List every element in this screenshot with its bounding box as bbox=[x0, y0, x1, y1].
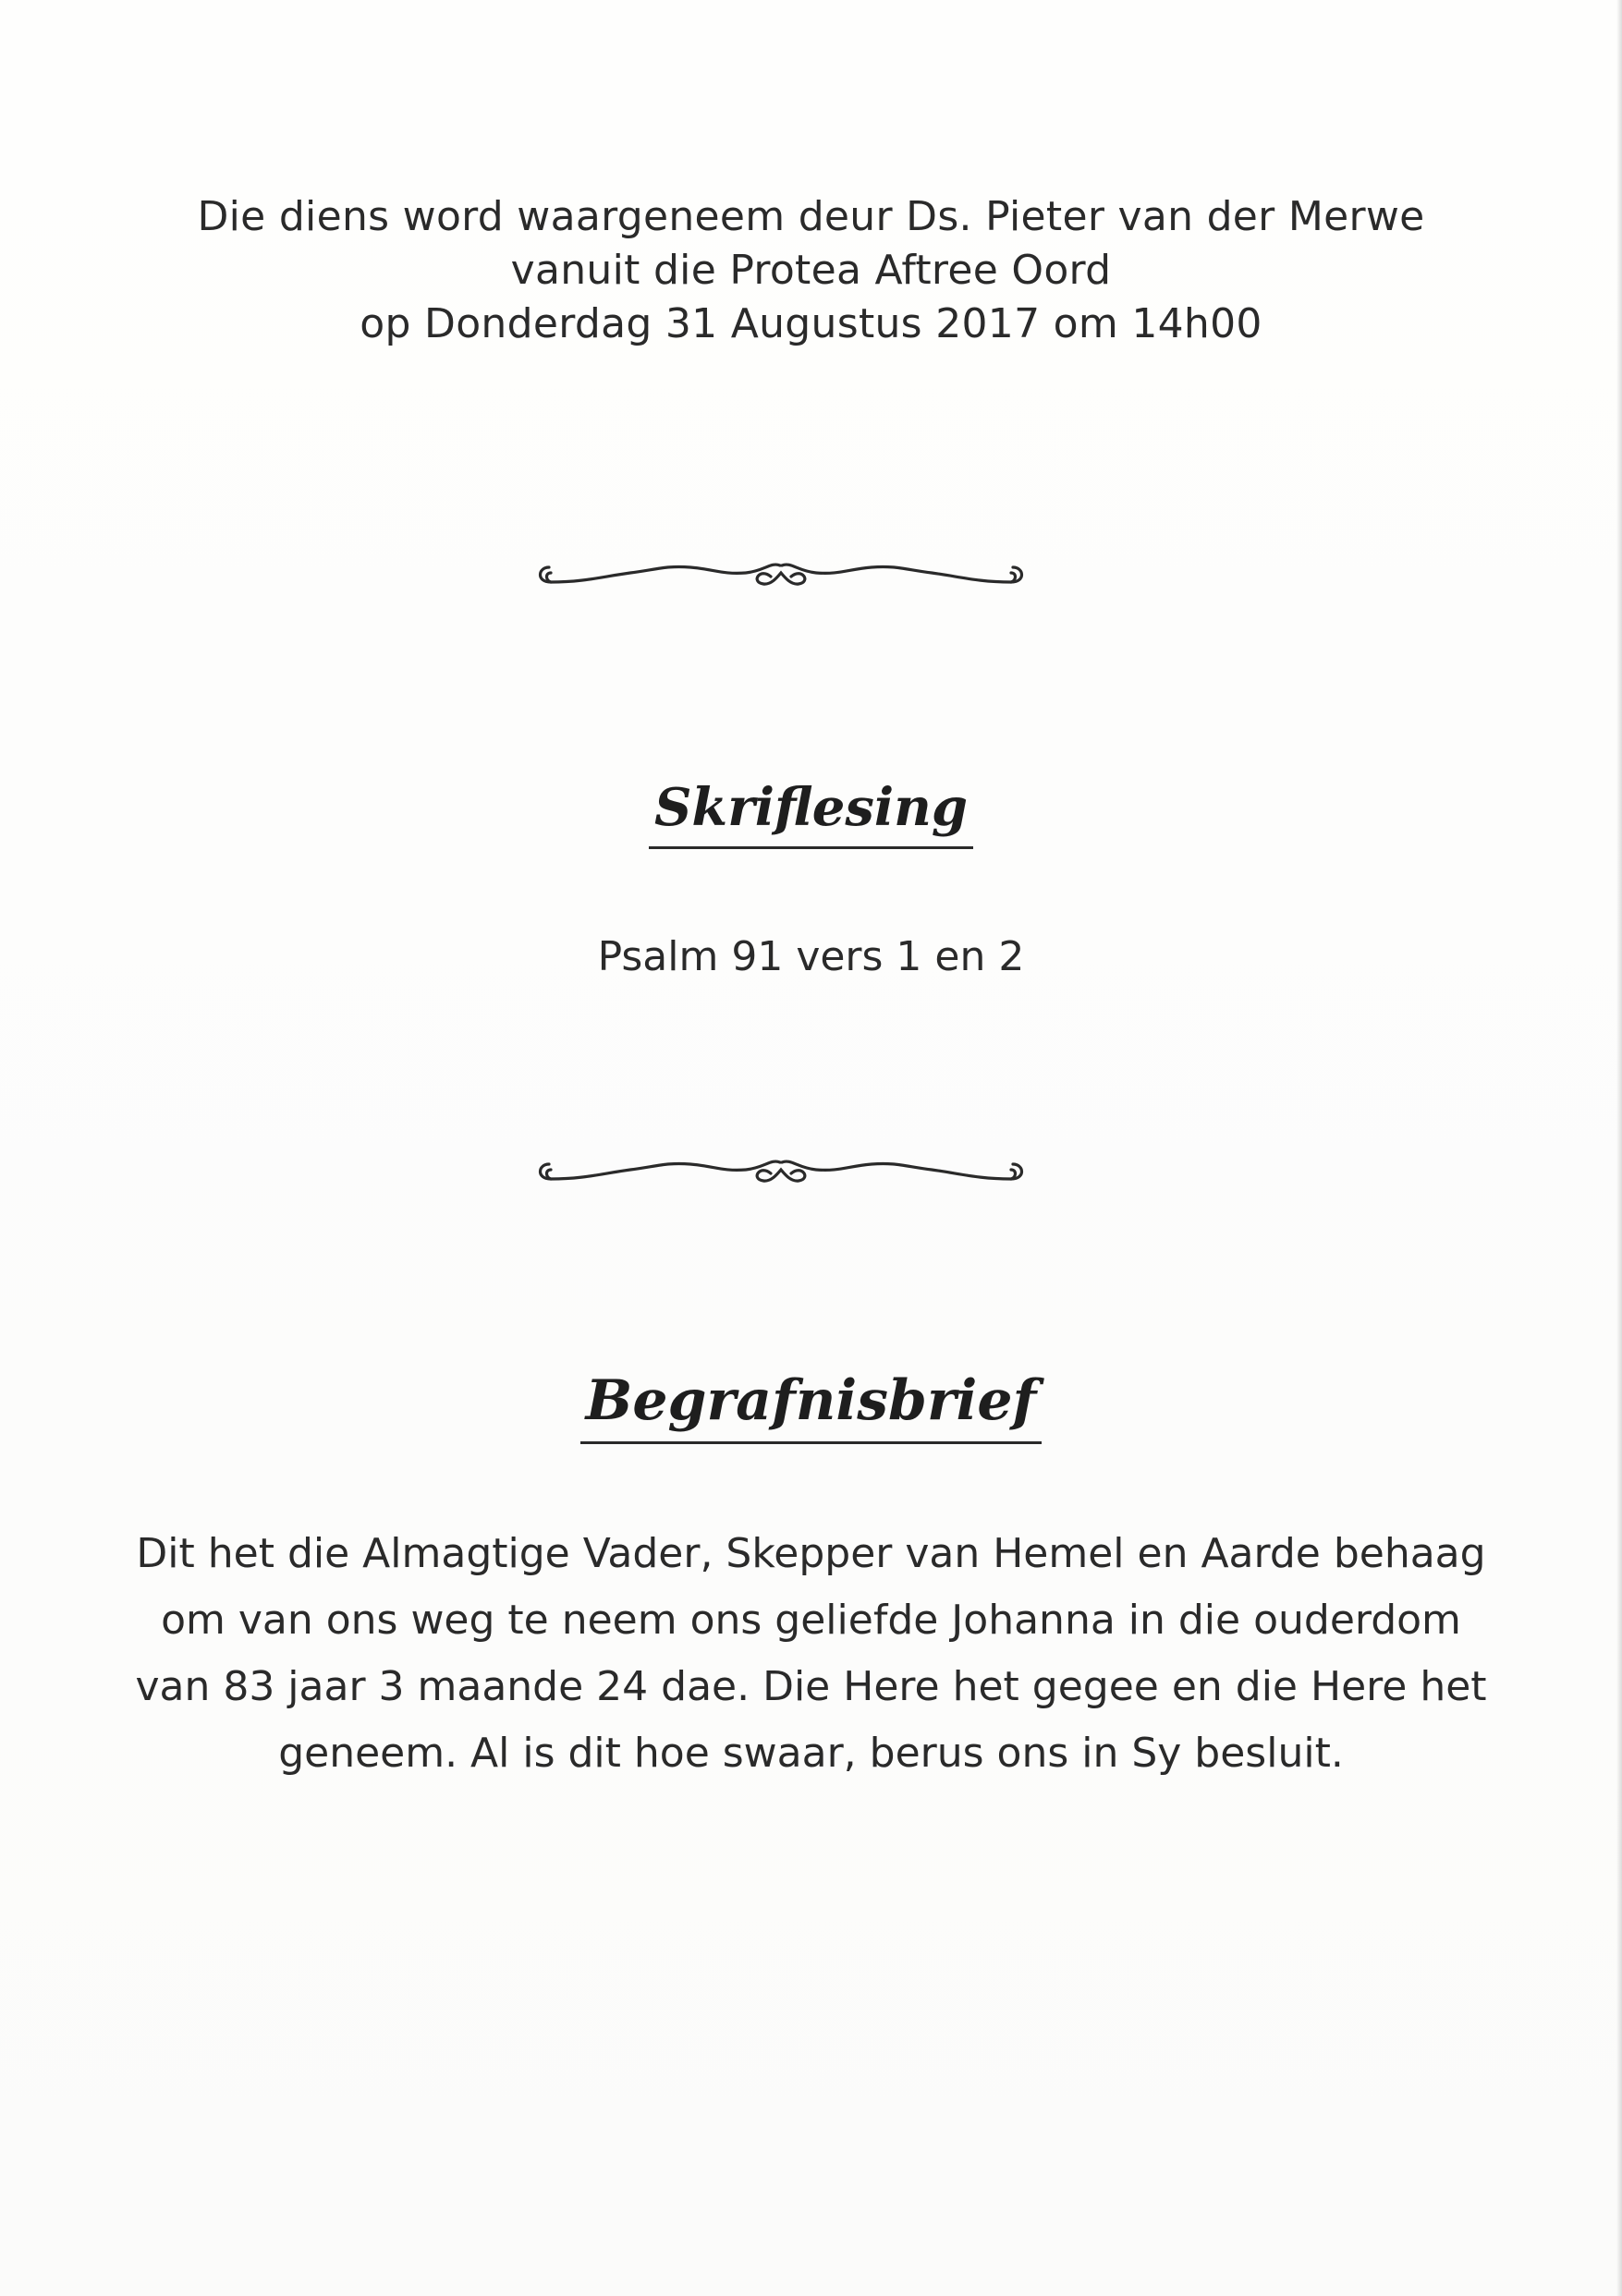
intro-line-3: op Donderdag 31 Augustus 2017 om 14h00 bbox=[360, 300, 1262, 347]
intro-line-1: Die diens word waargeneem deur Ds. Pieter van der Merwe bbox=[197, 193, 1425, 240]
skriflesing-heading-text: Skriflesing bbox=[649, 774, 973, 849]
ornamental-divider-icon bbox=[529, 1142, 1033, 1197]
letter-line-4: geneem. Al is dit hoe swaar, berus ons in Sy besluit. bbox=[278, 1730, 1344, 1777]
ornamental-divider-icon bbox=[529, 545, 1033, 601]
begrafnisbrief-heading bbox=[0, 1366, 1622, 1444]
intro-line-2: vanuit die Protea Aftree Oord bbox=[510, 247, 1112, 294]
letter-line-3: van 83 jaar 3 maande 24 dae. Die Here het gegee en die Here het bbox=[135, 1663, 1487, 1710]
service-intro bbox=[0, 190, 1622, 351]
begrafnisbrief-heading-text: Begrafnisbrief bbox=[580, 1366, 1043, 1444]
skriflesing-heading bbox=[0, 774, 1622, 849]
scripture-reading: Psalm 91 vers 1 en 2 bbox=[597, 933, 1025, 980]
letter-line-2: om van ons weg te neem ons geliefde Johanna in die ouderdom bbox=[161, 1597, 1461, 1644]
letter-line-1: Dit het die Almagtige Vader, Skepper van Hemel en Aarde behaag bbox=[136, 1530, 1486, 1577]
funeral-letter bbox=[0, 1521, 1622, 1787]
